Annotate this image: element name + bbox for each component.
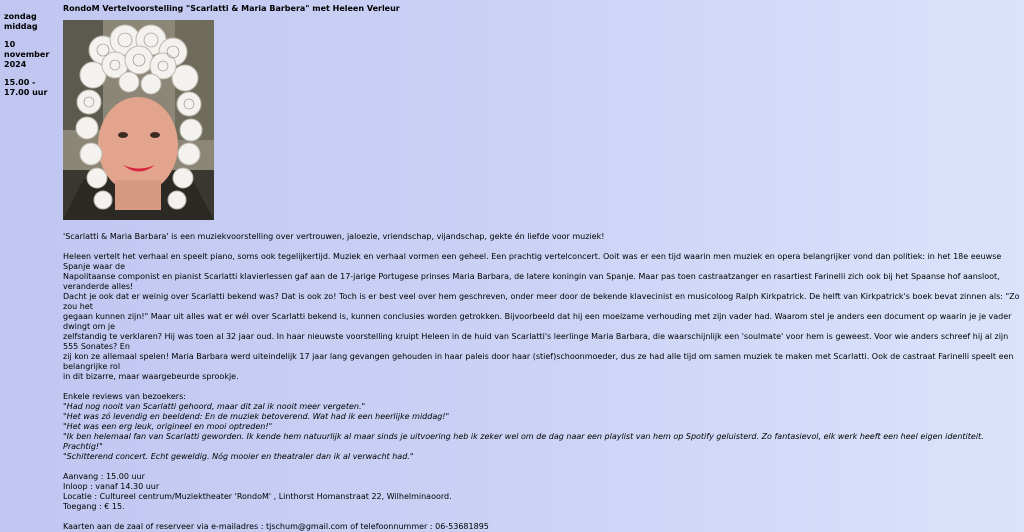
event-daypart: middag [4, 22, 38, 31]
event-date-column [4, 12, 58, 98]
contact-text: Kaarten aan de zaal of reserveer via e-mailadres : tjschum@gmail.com of telefoonnummer : 06-53681895 [63, 522, 489, 531]
description-line: in dit bizarre, maar waargebeurde sprookje. [63, 372, 239, 381]
event-day: zondag [4, 12, 37, 21]
event-date-year: 2024 [4, 60, 27, 69]
performer-photo [63, 20, 214, 220]
reviews-list [63, 402, 1021, 462]
event-time-start: 15.00 - [4, 78, 36, 87]
intro-text: 'Scarlatti & Maria Barbara' is een muziekvoorstelling over vertrouwen, jaloezie, vriendschap, vijandschap, gekte én liefde voor muziek! [63, 232, 605, 241]
event-date-month: november [4, 50, 50, 59]
info-aanvang: Aanvang : 15.00 uur [63, 472, 145, 481]
description-line: zij kon ze allemaal spelen! Maria Barbara werd uiteindelijk 17 jaar lang gevangen gehouden in haar paleis door haar (stief)schoonmoeder, dus ze had alle tijd om samen muziek te maken met Scarlatti. Ook de castraat Farinelli speelt een belangrijke rol [63, 352, 1014, 371]
event-info [63, 472, 1021, 512]
event-title: RondoM Vertelvoorstelling "Scarlatti & Maria Barbera" met Heleen Verleur [63, 4, 400, 13]
review-item: "Had nog nooit van Scarlatti gehoord, maar dit zal ik nooit meer vergeten." [63, 402, 366, 411]
event-date-day: 10 [4, 40, 16, 49]
review-item: "Schitterend concert. Echt geweldig. Nóg mooier en theatraler dan ik al verwacht had." [63, 452, 414, 461]
info-locatie: Locatie : Cultureel centrum/Muziektheater 'RondoM' , Linthorst Homanstraat 22, Wilhelminaoord. [63, 492, 452, 501]
description-line: gegaan kunnen zijn!" Maar uit alles wat er wél over Scarlatti bekend is, kunnen conclusies worden getrokken. Bijvoorbeeld dat hij een moeizame verhouding met zijn vader had. Waarom stel je anders een document op waarin je je vader dwingt om je [63, 312, 1012, 331]
performer-photo-illustration [63, 20, 214, 220]
reviews-heading: Enkele reviews van bezoekers: [63, 392, 186, 401]
description-line: Napolitaanse componist en pianist Scarlatti klavierlessen gaf aan de 17-jarige Portugese prinses Maria Barbara, de latere koningin van Spanje. Maar pas toen castraatzanger en rasartiest Farinelli zich ook bij het Spaanse hof aansloot, veranderde alles! [63, 272, 1000, 291]
description-line: Heleen vertelt het verhaal en speelt piano, soms ook tegelijkertijd. Muziek en verhaal vormen een geheel. Een prachtig vertelconcert. Ooit was er een tijd waarin men muziek en opera belangrijker vond dan politiek: in het 18e eeuwse Spanje waar de [63, 252, 1002, 271]
info-toegang: Toegang : € 15. [63, 502, 125, 511]
review-item: "Ik ben helemaal fan van Scarlatti geworden. Ik kende hem natuurlijk al maar sinds je uitvoering heb ik zeker wel om de dag naar een playlist van hem op Spotify geluisterd. Zo fantasievol, elk werk heeft een heel eigen identiteit. Prachtig!" [63, 432, 984, 451]
description-line: zelfstandig te verklaren? Hij was toen al 32 jaar oud. In haar nieuwste voorstelling kruipt Heleen in de huid van Scarlatti's leerlinge Maria Barbara, die waarschijnlijk een 'soulmate' voor hem is geweest. Voor wie anders schreef hij al zijn 555 Sonates? En [63, 332, 1009, 351]
review-item: "Het was zó levendig en beeldend: En de muziek betoverend. Wat had ik een heerlijke middag!" [63, 412, 450, 421]
event-time-end: 17.00 uur [4, 88, 48, 97]
description-line: Dacht je ook dat er weinig over Scarlatti bekend was? Dat is ook zo! Toch is er best veel over hem geschreven, onder meer door de bekende klavecinist en musicoloog Ralph Kirkpatrick. De helft van Kirkpatrick's boek bevat zinnen als: "Zo zou het [63, 292, 1020, 311]
review-item: "Het was een erg leuk, origineel en mooi optreden!" [63, 422, 273, 431]
event-content [63, 4, 1021, 532]
description [63, 252, 1021, 382]
info-inloop: Inloop : vanaf 14.30 uur [63, 482, 160, 491]
